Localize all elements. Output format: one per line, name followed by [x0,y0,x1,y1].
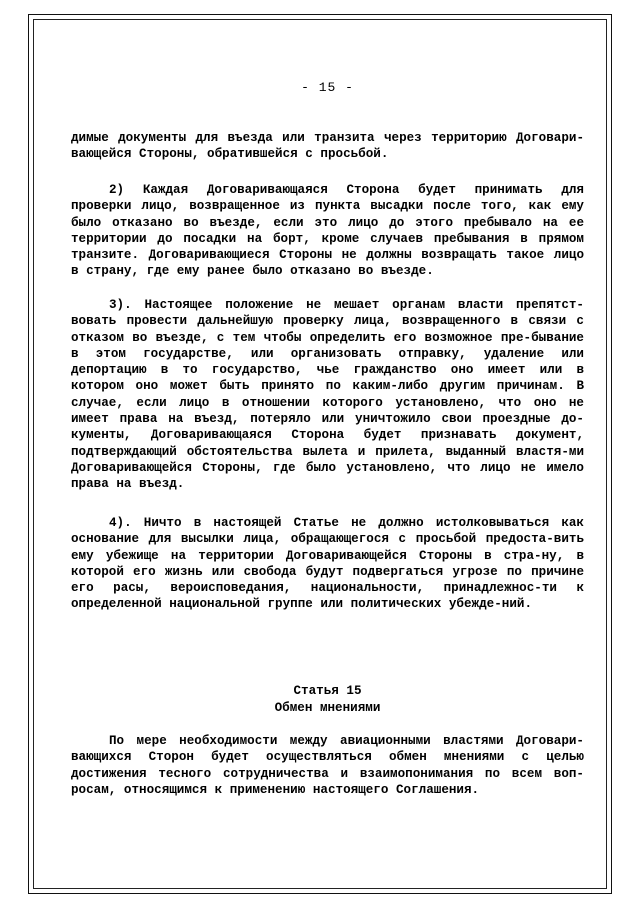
article-15-paragraph: По мере необходимости между авиационными властями Договари-вающихся Сторон будет осуществляться обмен мнениями с целью достижения тесного сотрудничества и взаимопонимания по всем воп-росам, относящимся к применению настоящего Соглашения. [71,734,584,797]
article-title: Обмен мнениями [274,701,381,715]
paragraph-continuation: димые документы для въезда или транзита через территорию Договари-вающейся Стороны, обратившейся с просьбой. [71,131,584,162]
page-number: - 15 - [301,80,354,95]
article-number: Статья 15 [293,684,362,698]
paragraph-4: 4). Ничто в настоящей Статье не должно истолковываться как основание для высылки лица, обращающегося с просьбой предоста-вить ему убежище на территории Договаривающейся Стороны в стра-ну, в которой его жизнь или свобода будут подвергаться угрозе по причине его расы, вероисповедания, национальности, принадлежнос-ти к определенной национальной группе или политических убежде-ний. [71,516,584,612]
paragraph-2: 2) Каждая Договаривающаяся Сторона будет принимать для проверки лицо, возвращенное из пункта высадки после того, как ему было отказано во въезде, если это лицо до этого пребывало на ее территории до посадки на борт, кроме случаев пребывания в прямом транзите. Договаривающиеся Стороны не должны возвращать такое лицо в страну, где ему ранее было отказано во въезде. [71,183,584,279]
paragraph-3: 3). Настоящее положение не мешает органам власти препятст-вовать провести дальнейшую проверку лица, возвращенного в связи с отказом во въезде, с тем чтобы определить его возможное пре-бывание в этом государстве, или организовать отправку, удаление или депортацию в то государство, чье гражданство оно имеет или в котором оно может быть принято по каким-либо другим причинам. В случае, если лицо в отношении которого установлено, что оно не имеет права на въезд, потеряло или уничтожило свои проездные до-кументы, Договаривающаяся Сторона будет признавать документ, подтверждающий обстоятельства вылета и прилета, выданный властя-ми Договаривающейся Стороны, где было установлено, что лицо не имело права на въезд. [71,298,584,492]
